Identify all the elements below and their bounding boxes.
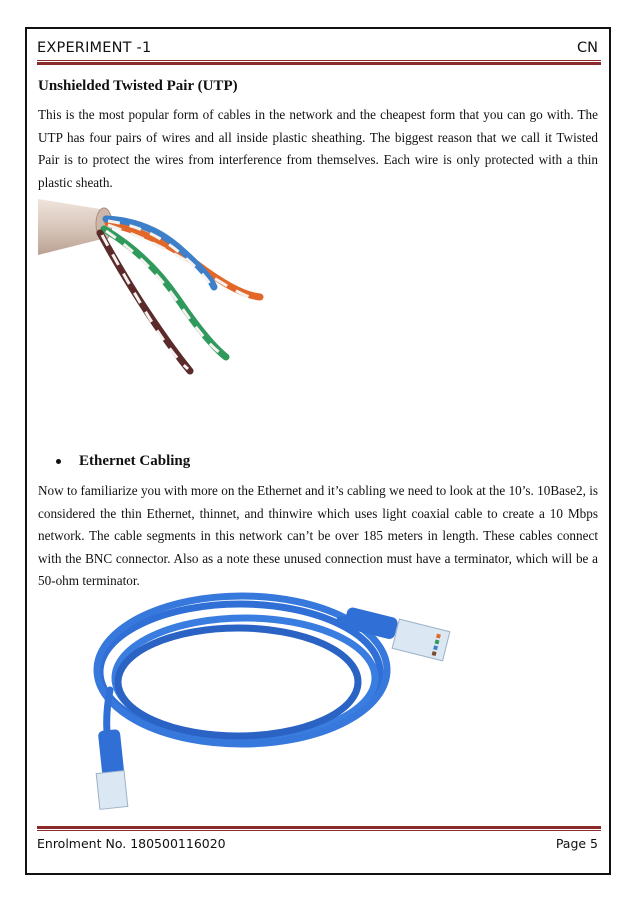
footer-page-number: Page 5 <box>555 836 598 851</box>
utp-paragraph: This is the most popular form of cables in the network and the cheapest form that you can go with. The UTP has four pairs of wires and all inside plastic sheathing. The biggest reason that we call it Twisted Pair is to protect the wires from interference from themselves. Each wire is only protected with a thin plastic sheath. <box>38 107 598 190</box>
ethernet-paragraph: Now to familiarize you with more on the Ethernet and it’s cabling we need to look at the 10’s. 10Base2, is considered the thin Ethernet, thinnet, and thinwire which uses light coaxial cable to create a 10 Mbps network. The cable segments in this network can’t be over 185 meters in length. These cables connect with the BNC connector. Also as a note these unused connection must have a terminator, which will be a 50-ohm terminator. <box>38 483 598 588</box>
section-heading-utp: Unshielded Twisted Pair (UTP) <box>38 78 238 94</box>
bullet-dot <box>56 459 61 464</box>
header-title: EXPERIMENT -1 <box>37 40 152 56</box>
bullet-heading-ethernet <box>56 453 190 470</box>
utp-cable-image <box>38 195 268 380</box>
bullet-heading-label: Ethernet Cabling <box>79 453 191 469</box>
header-rule-thin <box>37 60 601 61</box>
footer-rule-thin <box>37 830 601 831</box>
header-subject: CN <box>577 40 598 56</box>
footer-rule-thick <box>37 826 601 829</box>
header-rule-thick <box>37 62 601 65</box>
ethernet-cable-image <box>90 590 460 815</box>
footer-enrolment: Enrolment No. 180500116020 <box>37 836 226 851</box>
